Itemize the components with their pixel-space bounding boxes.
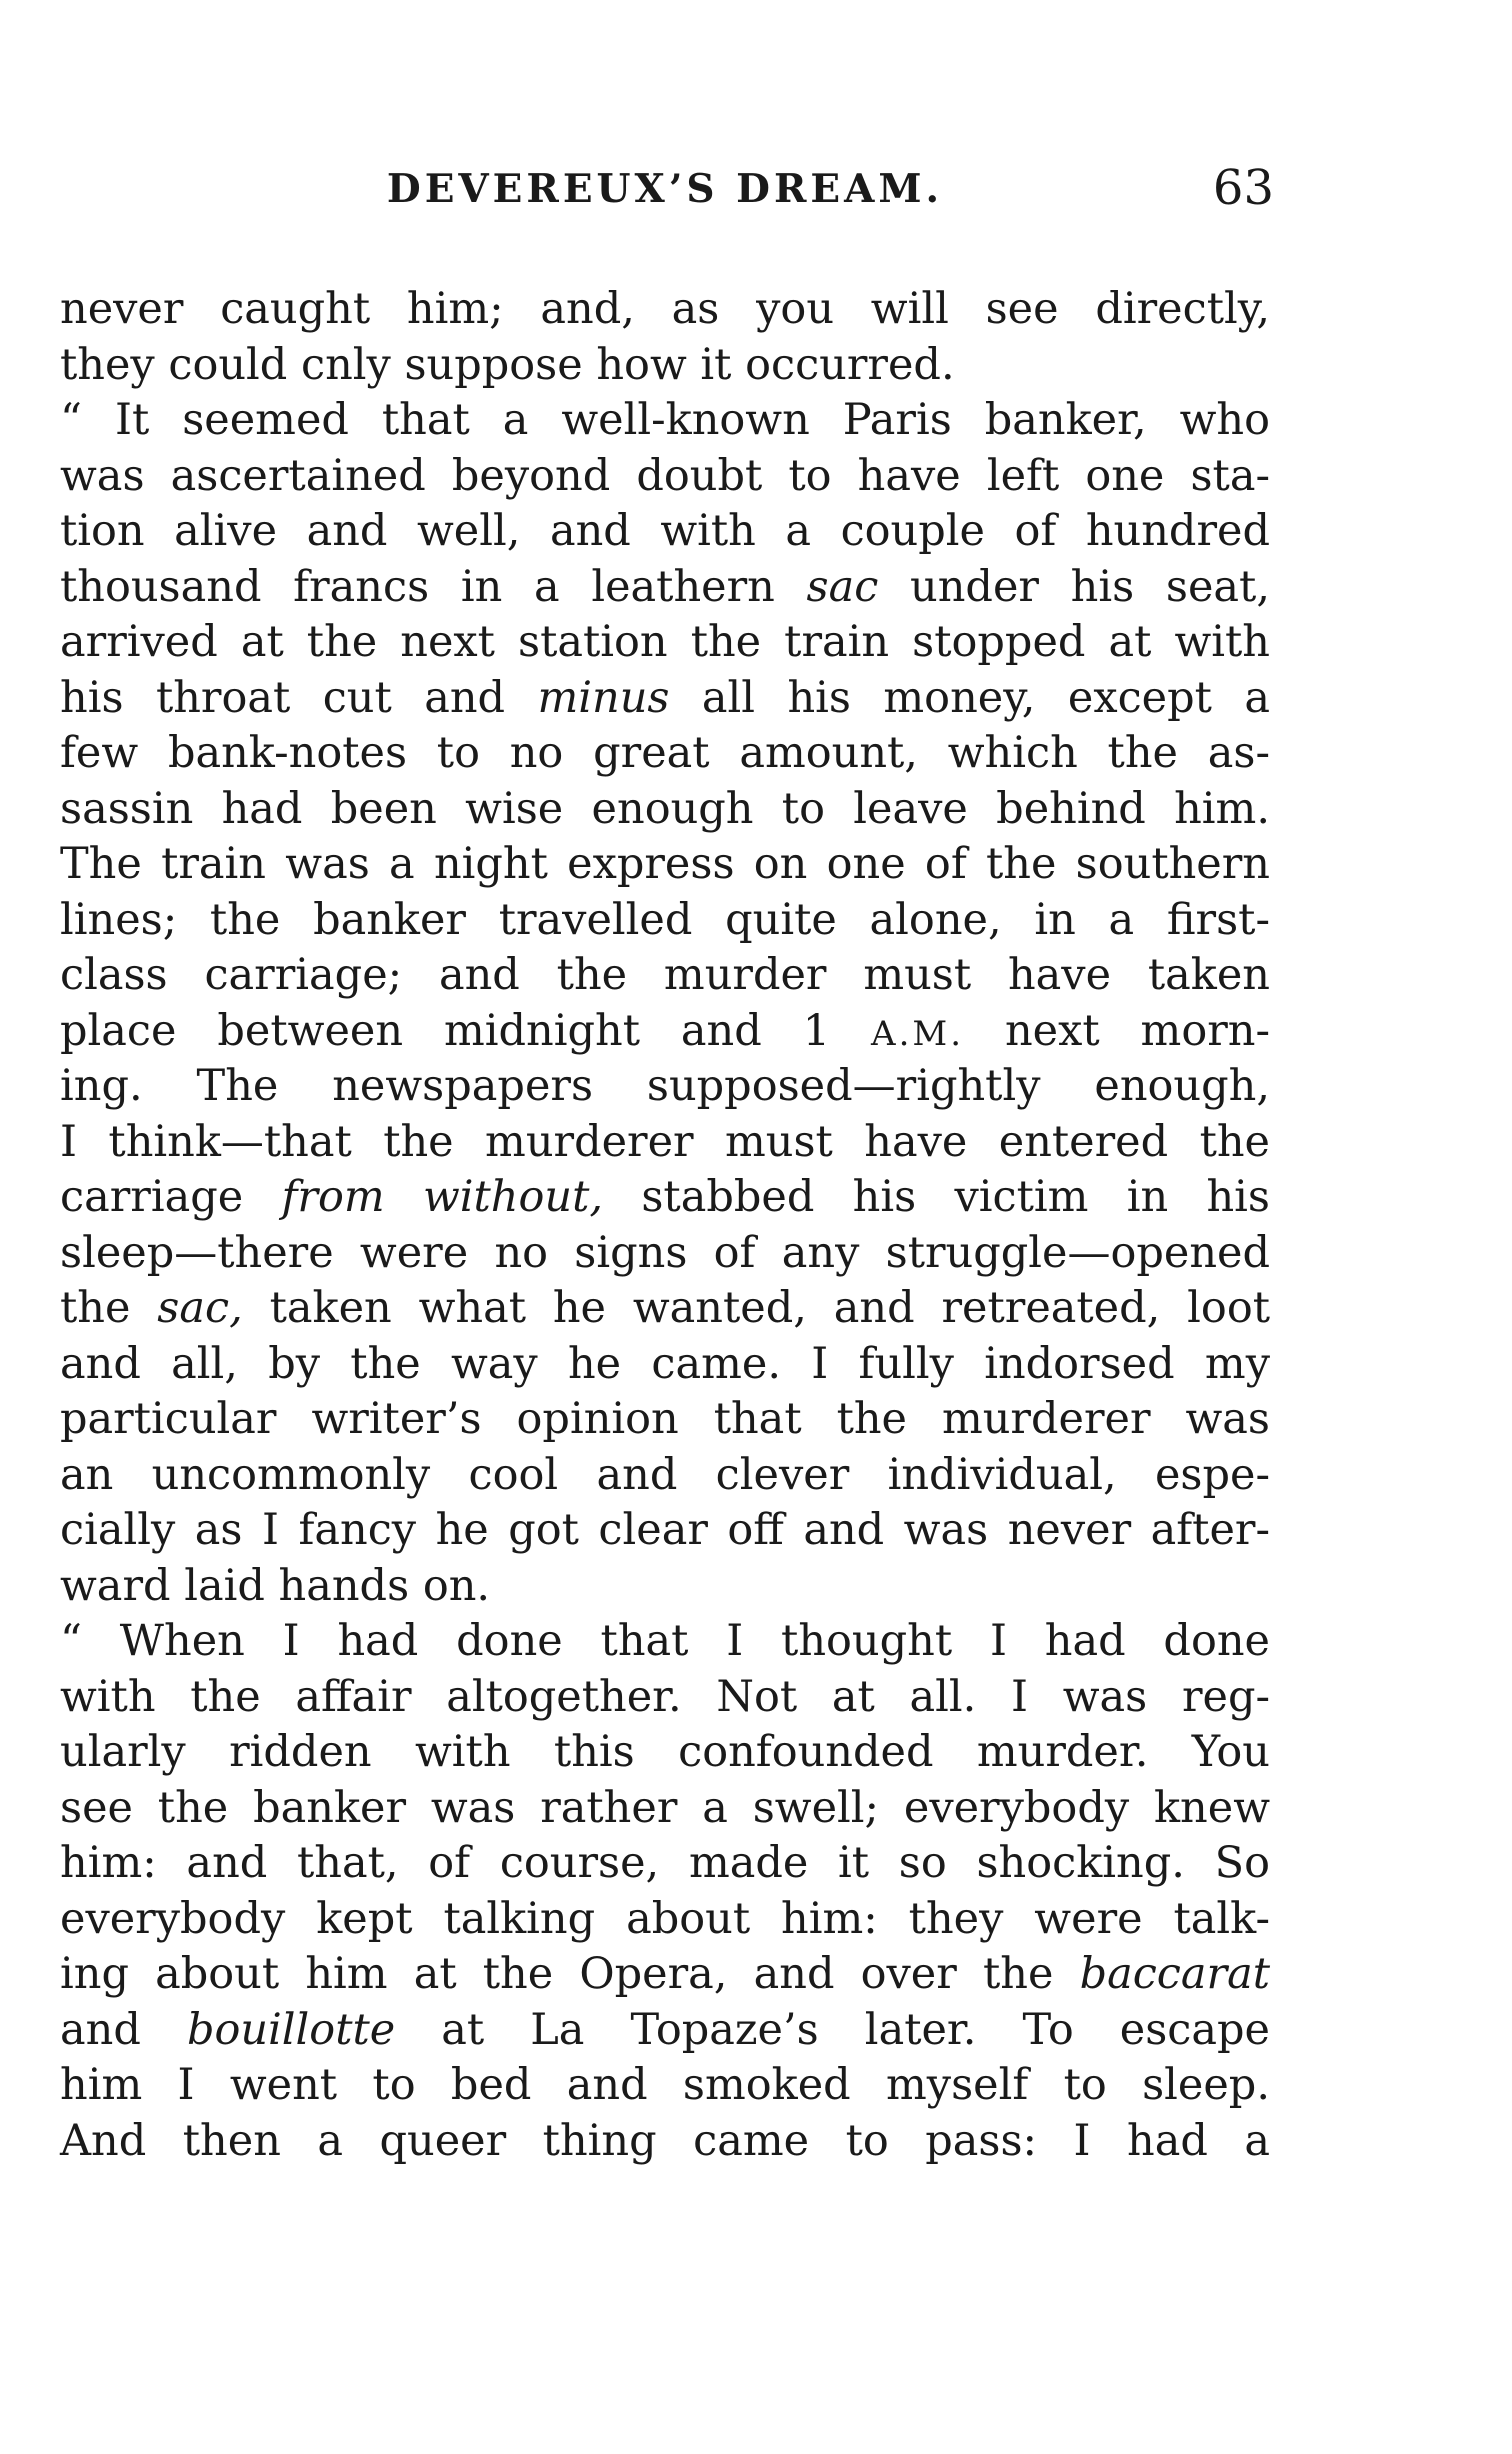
text-line <box>60 948 1270 1004</box>
text-run: an uncommonly cool and clever individual, espe- <box>60 1449 1270 1500</box>
text-line <box>60 1725 1270 1781</box>
text-line <box>60 837 1270 893</box>
italic-run: bouillotte <box>186 2004 396 2055</box>
text-line <box>60 1670 1270 1726</box>
text-run: And then a queer thing came to pass: I had a <box>60 2115 1270 2166</box>
text-run: lines; the banker travelled quite alone, in a first- <box>60 894 1270 945</box>
text-line <box>60 1059 1270 1115</box>
text-line <box>60 282 1270 338</box>
text-run: was ascertained beyond doubt to have left one sta- <box>60 450 1270 501</box>
text-line <box>60 393 1270 449</box>
text-line <box>60 782 1270 838</box>
text-run: ing about him at the Opera, and over the <box>60 1949 1080 1999</box>
text-line <box>60 1392 1270 1448</box>
running-title: DEVEREUX’S DREAM. <box>386 166 944 212</box>
text-run: see the banker was rather a swell; everybody knew <box>60 1782 1270 1833</box>
text-line <box>60 2114 1270 2170</box>
text-run: place between midnight and 1 <box>60 1005 872 1056</box>
text-run: never caught him; and, as you will see directly, <box>60 284 1270 334</box>
text-line <box>60 2003 1270 2059</box>
text-line <box>60 2058 1270 2114</box>
text-line <box>60 560 1270 616</box>
text-run: tion alive and well, and with a couple of hundred <box>60 506 1270 556</box>
text-run: ularly ridden with this confounded murder. You <box>60 1727 1270 1777</box>
text-run: him: and that, of course, made it so shocking. So <box>60 1838 1270 1888</box>
text-run: and all, by the way he came. I fully indorsed my <box>60 1338 1270 1389</box>
text-line <box>60 671 1270 727</box>
text-line <box>60 1781 1270 1837</box>
text-line <box>60 615 1270 671</box>
text-line <box>60 1281 1270 1337</box>
text-run: they could cnly suppose how it occurred. <box>60 339 955 390</box>
text-line <box>60 1448 1270 1504</box>
text-run: particular writer’s opinion that the murderer was <box>60 1394 1270 1444</box>
text-line <box>60 1614 1270 1670</box>
text-line <box>60 1503 1270 1559</box>
text-line <box>60 1170 1270 1226</box>
text-line <box>60 1559 1270 1615</box>
text-line <box>60 1226 1270 1282</box>
page-number: 63 <box>1212 160 1274 216</box>
text-run: and <box>60 2004 187 2055</box>
text-line <box>60 726 1270 782</box>
italic-run: minus <box>537 672 670 723</box>
italic-run: sac, <box>157 1283 243 1333</box>
text-line <box>60 1004 1270 1060</box>
running-head <box>60 160 1274 226</box>
text-run: sleep—there were no signs of any struggle—opened <box>60 1227 1270 1278</box>
small-caps-run: A.M. <box>871 1013 964 1054</box>
text-run: him I went to bed and smoked myself to sleep. <box>60 2060 1270 2110</box>
text-line <box>60 449 1270 505</box>
text-run: next morn- <box>964 1005 1270 1056</box>
text-run: thousand francs in a leathern <box>60 561 807 612</box>
text-run: the <box>60 1283 158 1333</box>
text-run: arrived at the next station the train stopped at with <box>60 617 1270 667</box>
text-run: under his seat, <box>878 561 1270 612</box>
text-line <box>60 1892 1270 1948</box>
italic-run: baccarat <box>1079 1949 1270 1999</box>
text-run: his throat cut and <box>60 672 538 723</box>
text-run: The train was a night express on one of the southern <box>60 839 1270 889</box>
text-run: “ When I had done that I thought I had done <box>60 1616 1270 1666</box>
text-run: I think—that the murderer must have entered the <box>60 1116 1270 1167</box>
text-line <box>60 1836 1270 1892</box>
text-run: ing. The newspapers supposed—rightly enough, <box>60 1061 1270 1111</box>
text-run: all his money, except a <box>669 672 1270 723</box>
text-run: class carriage; and the murder must have taken <box>60 950 1270 1000</box>
text-run: with the affair altogether. Not at all. I was reg- <box>60 1671 1270 1722</box>
text-run: sassin had been wise enough to leave behind him. <box>60 783 1270 834</box>
text-run: carriage <box>60 1172 282 1222</box>
text-run: ward laid hands on. <box>60 1560 491 1611</box>
text-run: taken what he wanted, and retreated, loot <box>242 1283 1270 1333</box>
text-line <box>60 338 1270 394</box>
text-line <box>60 1947 1270 2003</box>
text-line <box>60 893 1270 949</box>
text-run: “ It seemed that a well-known Paris banker, who <box>60 395 1270 445</box>
text-line <box>60 504 1270 560</box>
body-text <box>60 282 1270 2169</box>
italic-run: from without, <box>281 1172 604 1222</box>
text-line <box>60 1115 1270 1171</box>
text-run: few bank-notes to no great amount, which the as- <box>60 728 1270 778</box>
italic-run: sac <box>806 561 879 612</box>
text-run: cially as I fancy he got clear off and was never after- <box>60 1505 1270 1555</box>
text-line <box>60 1337 1270 1393</box>
text-run: everybody kept talking about him: they were talk- <box>60 1893 1270 1944</box>
text-run: at La Topaze’s later. To escape <box>395 2004 1270 2055</box>
text-run: stabbed his victim in his <box>603 1172 1271 1222</box>
